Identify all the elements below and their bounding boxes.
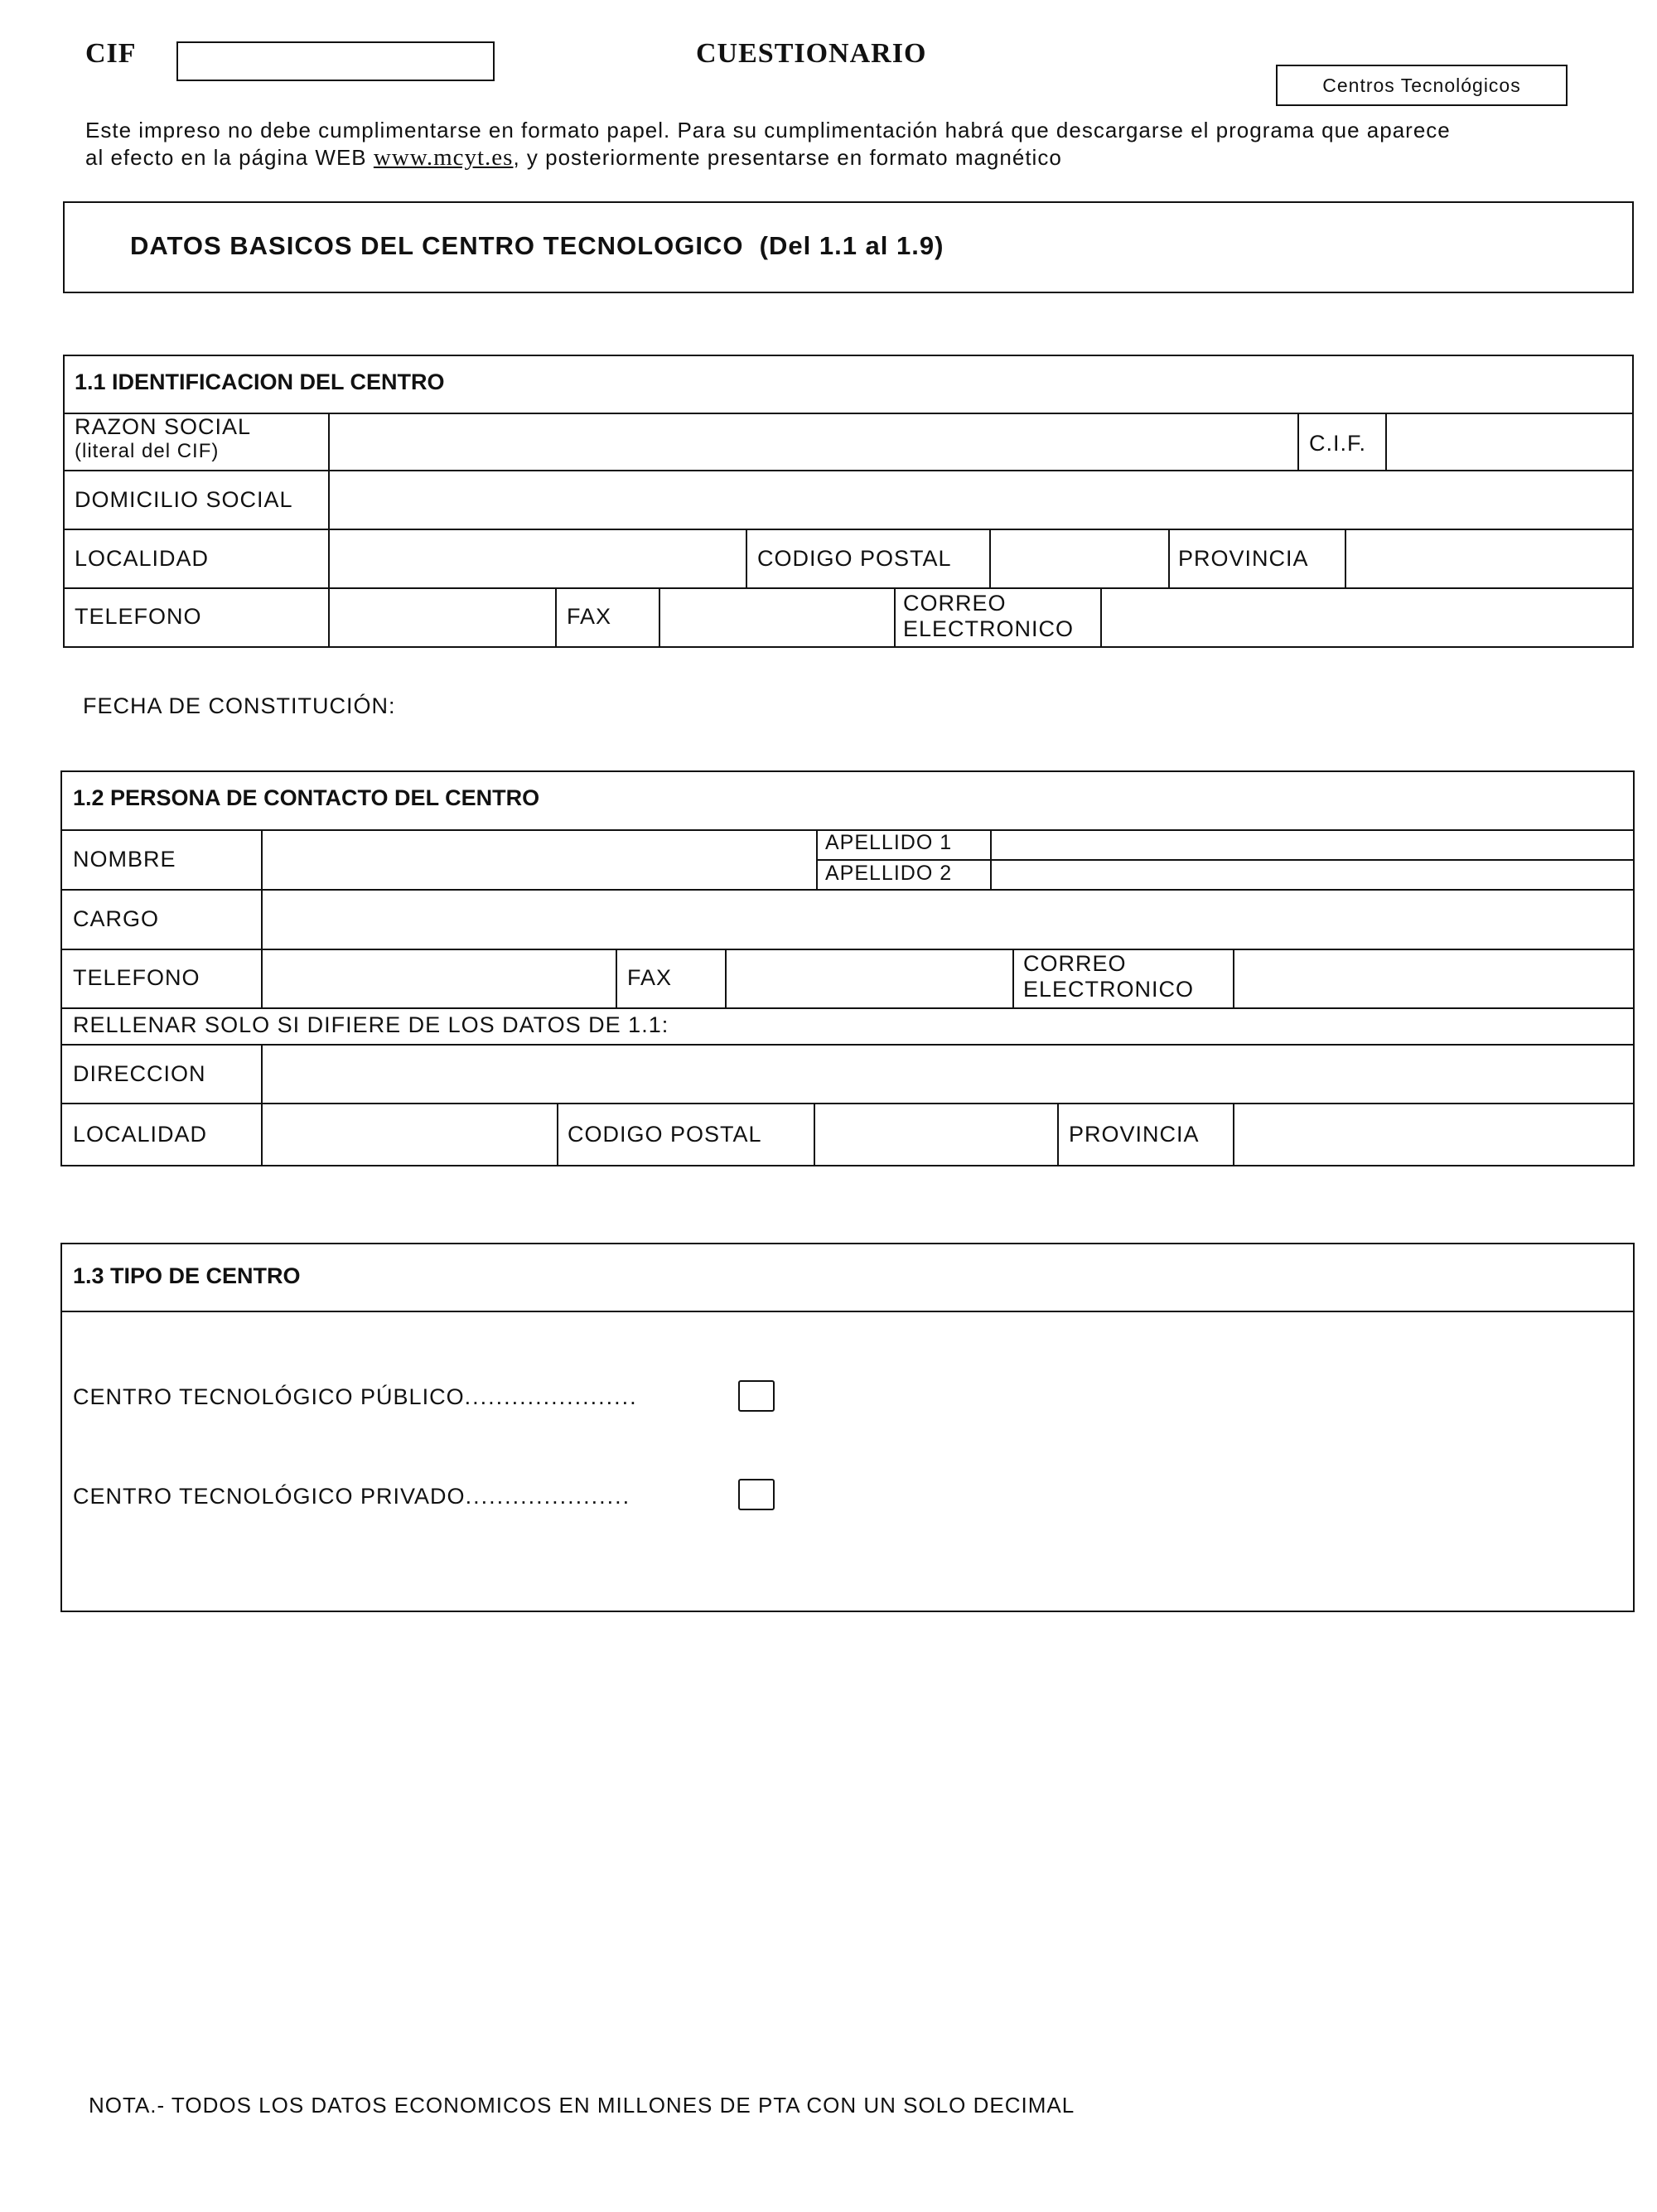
correo-label-line1: CORREO xyxy=(903,591,1007,616)
divider xyxy=(746,529,747,587)
direccion-label: DIRECCION xyxy=(73,1061,206,1086)
domicilio-social-field[interactable] xyxy=(330,471,1632,528)
centro-publico-checkbox[interactable] xyxy=(738,1380,775,1412)
section-banner xyxy=(63,201,1634,293)
divider xyxy=(1012,949,1014,1007)
banner-title-text: DATOS BASICOS DEL CENTRO TECNOLOGICO xyxy=(130,231,744,260)
form-type-label: Centros Tecnológicos xyxy=(1322,74,1521,96)
divider xyxy=(1297,413,1299,471)
cargo-label: CARGO xyxy=(73,906,160,931)
intro-line-1: Este impreso no debe cumplimentarse en formato papel. Para su cumplimentación habrá que descargarse el programa que aparece xyxy=(85,118,1451,142)
provincia-label: PROVINCIA xyxy=(1178,546,1309,571)
contacto-provincia-field[interactable] xyxy=(1234,1104,1632,1165)
intro-line-2-end: , y posteriormente presentarse en formato magnético xyxy=(513,145,1062,170)
section-1-3 xyxy=(60,1243,1635,1612)
contacto-correo-line2: ELECTRONICO xyxy=(1023,977,1195,1002)
codigo-postal-field[interactable] xyxy=(991,530,1167,587)
fax-label: FAX xyxy=(567,604,612,629)
contacto-fax-label: FAX xyxy=(627,965,673,990)
provincia-field[interactable] xyxy=(1346,530,1632,587)
nombre-label: NOMBRE xyxy=(73,847,176,872)
divider xyxy=(1057,1103,1059,1166)
divider xyxy=(555,587,557,648)
cif-label: CIF xyxy=(85,38,137,69)
codigo-postal-label: CODIGO POSTAL xyxy=(757,546,952,571)
centro-privado-text: CENTRO TECNOLÓGICO PRIVADO xyxy=(73,1484,466,1509)
section-1-1-title: 1.1 IDENTIFICACION DEL CENTRO xyxy=(75,369,445,394)
razon-social-label xyxy=(75,414,251,463)
rellenar-note: RELLENAR SOLO SI DIFIERE DE LOS DATOS DE 1.1: xyxy=(73,1012,669,1037)
razon-social-label-line1: RAZON SOCIAL xyxy=(75,414,252,439)
centro-privado-leader: ..................... xyxy=(465,1484,631,1509)
section-1-2-title: 1.2 PERSONA DE CONTACTO DEL CENTRO xyxy=(73,785,540,810)
contacto-provincia-label: PROVINCIA xyxy=(1069,1122,1200,1147)
razon-social-field[interactable] xyxy=(330,414,1296,469)
contacto-codigo-postal-label: CODIGO POSTAL xyxy=(568,1122,762,1147)
nombre-field[interactable] xyxy=(263,831,814,888)
razon-social-label-line2: (literal del CIF) xyxy=(75,440,220,463)
contacto-localidad-field[interactable] xyxy=(263,1104,555,1165)
centro-publico-text: CENTRO TECNOLÓGICO PÚBLICO xyxy=(73,1384,465,1409)
divider xyxy=(557,1103,558,1166)
contacto-codigo-postal-field[interactable] xyxy=(815,1104,1056,1165)
direccion-field[interactable] xyxy=(263,1046,1632,1102)
website-link[interactable]: www.mcyt.es xyxy=(373,144,514,171)
correo-label-line2: ELECTRONICO xyxy=(903,616,1075,642)
telefono-label: TELEFONO xyxy=(75,604,202,629)
correo-electronico-label xyxy=(903,591,1074,642)
domicilio-social-label: DOMICILIO SOCIAL xyxy=(75,487,293,512)
apellido-1-field[interactable] xyxy=(992,831,1632,858)
divider xyxy=(60,1007,1635,1009)
contacto-telefono-label: TELEFONO xyxy=(73,965,200,990)
banner-title xyxy=(130,231,944,261)
centro-publico-label xyxy=(73,1384,638,1410)
divider xyxy=(60,1311,1635,1312)
contacto-fax-field[interactable] xyxy=(727,950,1011,1007)
contacto-correo-line1: CORREO xyxy=(1023,951,1127,976)
localidad-field[interactable] xyxy=(330,530,744,587)
apellido-2-field[interactable] xyxy=(992,861,1632,888)
cargo-field[interactable] xyxy=(263,891,1632,948)
telefono-field[interactable] xyxy=(330,589,553,647)
centro-publico-leader: ...................... xyxy=(464,1384,638,1409)
section-1-3-title: 1.3 TIPO DE CENTRO xyxy=(73,1263,301,1288)
centro-privado-checkbox[interactable] xyxy=(738,1479,775,1510)
fax-field[interactable] xyxy=(660,589,892,647)
contacto-correo-label xyxy=(1023,951,1194,1002)
form-type-badge xyxy=(1276,65,1568,106)
fecha-constitucion-label: FECHA DE CONSTITUCIÓN: xyxy=(83,693,396,718)
centro-privado-label xyxy=(73,1484,630,1509)
cif-input[interactable] xyxy=(1387,414,1632,469)
divider xyxy=(894,587,896,648)
apellido-1-label: APELLIDO 1 xyxy=(825,831,953,854)
apellido-2-label: APELLIDO 2 xyxy=(825,862,953,885)
divider xyxy=(1168,529,1170,587)
localidad-label: LOCALIDAD xyxy=(75,546,210,571)
intro-line-2 xyxy=(85,144,1062,171)
divider xyxy=(616,949,617,1007)
banner-range: (Del 1.1 al 1.9) xyxy=(759,231,944,260)
cif-field[interactable] xyxy=(176,41,495,81)
intro-line-2-start: al efecto en la página WEB xyxy=(85,145,374,170)
contacto-correo-field[interactable] xyxy=(1234,950,1632,1007)
page-title: CUESTIONARIO xyxy=(696,38,927,69)
nota-footer: NOTA.- TODOS LOS DATOS ECONOMICOS EN MILLONES DE PTA CON UN SOLO DECIMAL xyxy=(89,2093,1075,2118)
cif-field-label: C.I.F. xyxy=(1309,431,1367,456)
correo-electronico-field[interactable] xyxy=(1102,589,1632,647)
contacto-telefono-field[interactable] xyxy=(263,950,614,1007)
contacto-localidad-label: LOCALIDAD xyxy=(73,1122,208,1147)
